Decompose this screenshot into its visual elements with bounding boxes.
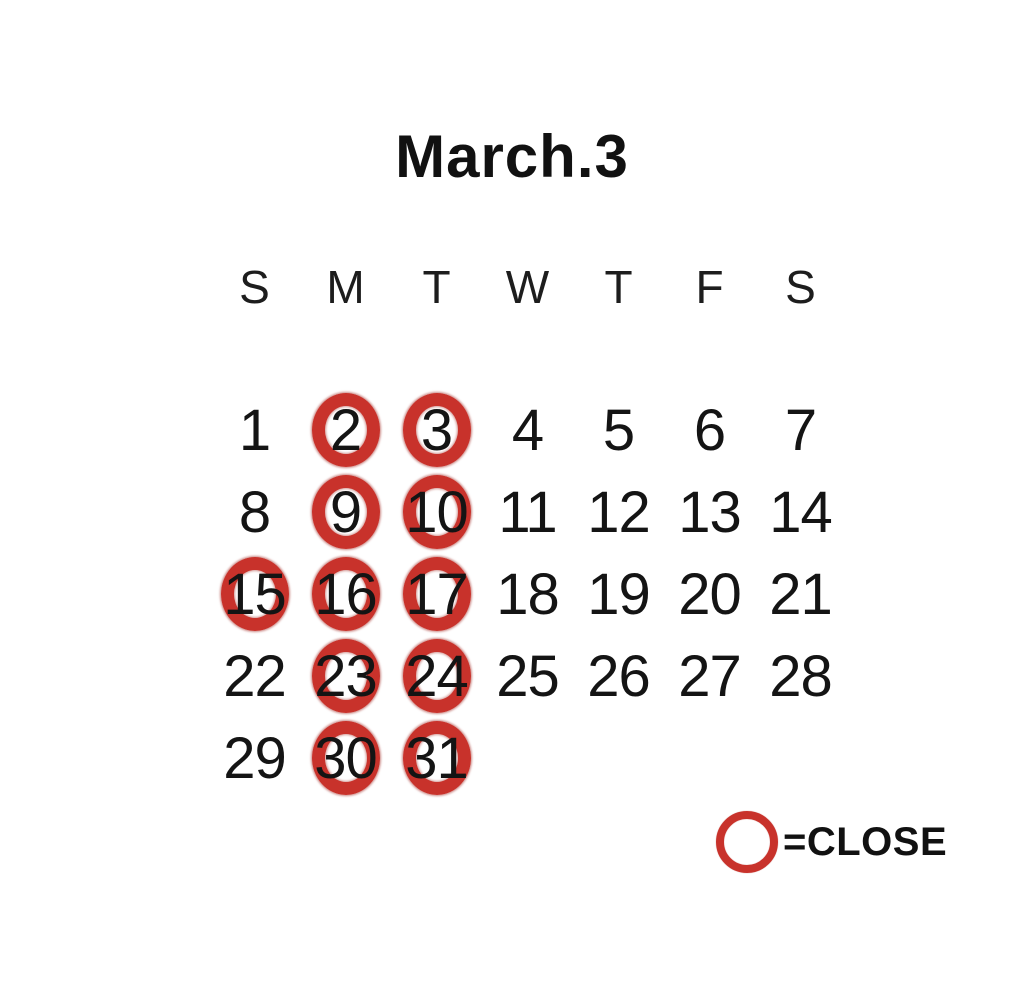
day-cell-closed xyxy=(391,717,482,799)
day-cell-closed xyxy=(391,389,482,471)
day-cell xyxy=(209,389,300,471)
day-number: 3 xyxy=(420,397,453,463)
calendar-grid xyxy=(209,246,846,799)
legend-label: =CLOSE xyxy=(783,819,948,864)
day-cell-closed xyxy=(300,635,391,717)
day-cell xyxy=(664,635,755,717)
day-number: 26 xyxy=(587,643,650,709)
day-number: 12 xyxy=(587,479,650,545)
day-cell xyxy=(664,471,755,553)
day-number: 24 xyxy=(405,643,468,709)
day-number: 22 xyxy=(223,643,286,709)
day-cell-closed xyxy=(391,471,482,553)
day-cell xyxy=(209,717,300,799)
day-of-week-header: F xyxy=(695,261,724,313)
legend xyxy=(716,811,947,873)
day-cell-closed xyxy=(391,553,482,635)
day-of-week-header: S xyxy=(239,261,270,313)
day-number: 27 xyxy=(678,643,741,709)
day-number: 5 xyxy=(602,397,635,463)
day-number: 21 xyxy=(769,561,832,627)
day-cell-closed xyxy=(300,553,391,635)
day-of-week-header: T xyxy=(422,261,451,313)
day-number: 29 xyxy=(223,725,286,791)
day-number: 18 xyxy=(496,561,559,627)
day-of-week-header: M xyxy=(326,261,365,313)
day-cell xyxy=(664,389,755,471)
day-cell xyxy=(482,389,573,471)
page-title: March.3 xyxy=(395,123,629,190)
day-number: 6 xyxy=(693,397,726,463)
day-of-week-header: T xyxy=(604,261,633,313)
day-cell-closed xyxy=(300,389,391,471)
day-cell xyxy=(209,635,300,717)
day-cell xyxy=(573,389,664,471)
day-cell xyxy=(482,471,573,553)
day-number: 19 xyxy=(587,561,650,627)
day-number: 7 xyxy=(784,397,817,463)
day-cell xyxy=(482,553,573,635)
day-number: 11 xyxy=(498,479,557,545)
grid-spacer xyxy=(209,328,846,389)
day-number: 17 xyxy=(405,561,468,627)
day-cell xyxy=(573,553,664,635)
day-number: 8 xyxy=(238,479,271,545)
day-number: 31 xyxy=(405,725,468,791)
day-cell xyxy=(664,553,755,635)
day-number: 28 xyxy=(769,643,832,709)
day-of-week-header: W xyxy=(505,261,550,313)
day-number: 25 xyxy=(496,643,559,709)
day-cell-closed xyxy=(391,635,482,717)
day-number: 30 xyxy=(314,725,377,791)
day-number: 14 xyxy=(769,479,832,545)
day-number: 1 xyxy=(238,397,271,463)
day-cell xyxy=(482,635,573,717)
day-number: 10 xyxy=(405,479,468,545)
day-number: 20 xyxy=(678,561,741,627)
day-number: 16 xyxy=(314,561,377,627)
day-cell-closed xyxy=(300,717,391,799)
day-number: 15 xyxy=(223,561,286,627)
day-cell-closed xyxy=(300,471,391,553)
day-number: 9 xyxy=(329,479,362,545)
day-number: 2 xyxy=(329,397,362,463)
day-cell xyxy=(573,635,664,717)
day-cell xyxy=(755,471,846,553)
day-cell xyxy=(755,635,846,717)
close-circle-icon xyxy=(716,811,778,873)
day-of-week-header: S xyxy=(785,261,816,313)
day-number: 13 xyxy=(678,479,741,545)
day-cell-closed xyxy=(209,553,300,635)
day-cell xyxy=(755,389,846,471)
day-cell xyxy=(755,553,846,635)
day-number: 23 xyxy=(314,643,377,709)
day-cell xyxy=(209,471,300,553)
day-cell xyxy=(573,471,664,553)
day-number: 4 xyxy=(511,397,544,463)
